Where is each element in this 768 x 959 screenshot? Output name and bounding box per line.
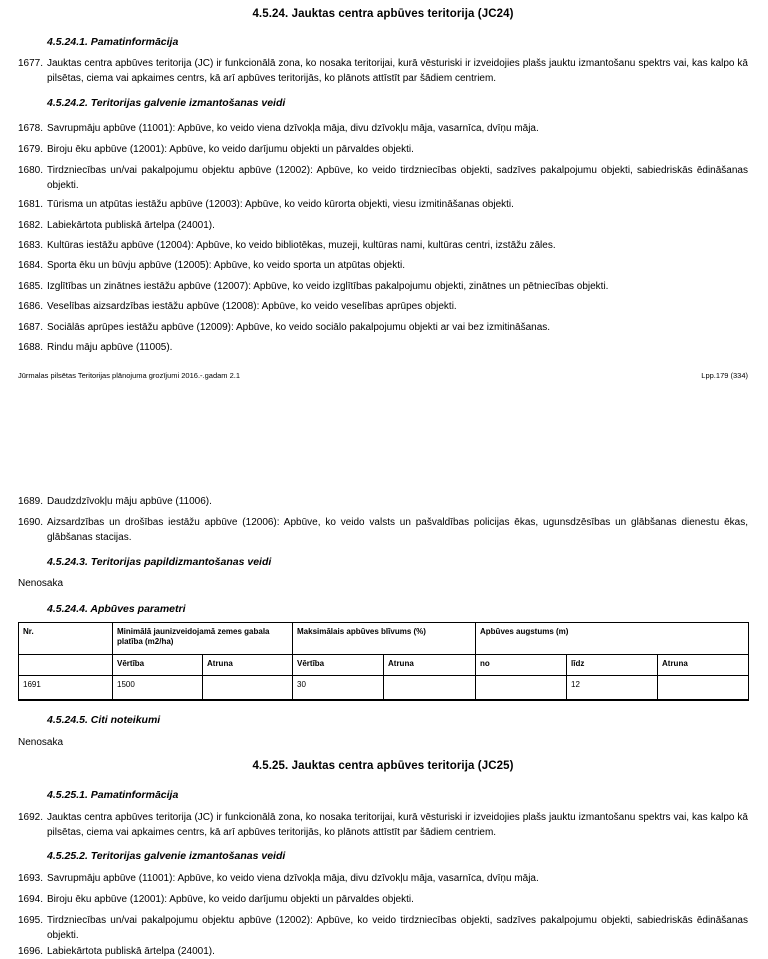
list-item-1678 — [18, 121, 748, 136]
item-text: Biroju ēku apbūve (12001): Apbūve, ko veido darījumu objekti un pārvaldes objekti. — [47, 894, 414, 905]
item-number: 1683. — [18, 240, 44, 251]
list-item-1694 — [18, 892, 748, 907]
list-item-1687 — [18, 320, 748, 335]
list-item-1685 — [18, 279, 748, 294]
list-item-1688 — [18, 340, 748, 355]
list-item-1689 — [18, 494, 748, 509]
item-number: 1696. — [18, 946, 44, 957]
item-number: 1695. — [18, 915, 44, 926]
item-number: 1690. — [18, 517, 44, 528]
item-text: Savrupmāju apbūve (11001): Apbūve, ko veido viena dzīvokļa māja, divu dzīvokļu māja, vasarnīca, dvīņu māja. — [47, 123, 539, 134]
list-item-1683 — [18, 238, 748, 253]
item-number: 1684. — [18, 260, 44, 271]
table-cell-max-vertiba: 30 — [293, 676, 384, 700]
paragraph-1677 — [18, 56, 748, 86]
section-title-jc24: 4.5.24. Jauktas centra apbūves teritorija (JC24) — [252, 8, 514, 20]
heading-jc24-papildizmantosana: 4.5.24.3. Teritorijas papildizmantošanas veidi — [47, 556, 272, 568]
list-item-1693 — [18, 871, 748, 886]
item-text: Labiekārtota publiskā ārtelpa (24001). — [47, 220, 215, 231]
table-subheader-atruna-2: Atruna — [384, 655, 476, 676]
list-item-1682 — [18, 218, 748, 233]
item-number: 1688. — [18, 342, 44, 353]
papildizmantosana-value: Nenosaka — [18, 578, 64, 589]
item-number: 1679. — [18, 144, 44, 155]
paragraph-1692 — [18, 810, 748, 840]
table-header-nr: Nr. — [19, 623, 113, 655]
table-subheader-vertiba-2: Vērtība — [293, 655, 384, 676]
table-row-1691 — [19, 676, 749, 700]
list-item-1681 — [18, 197, 748, 212]
item-number: 1689. — [18, 496, 44, 507]
page-footer — [18, 371, 748, 381]
list-item-1690 — [18, 515, 748, 545]
table-header-augstums: Apbūves augstums (m) — [476, 623, 749, 655]
parameters-table — [18, 622, 749, 701]
heading-jc24-pamatinformacija: 4.5.24.1. Pamatinformācija — [47, 36, 179, 48]
list-item-1696 — [18, 944, 748, 959]
heading-jc24-citi-noteikumi: 4.5.24.5. Citi noteikumi — [47, 714, 161, 726]
heading-jc25-galvenie-veidi: 4.5.25.2. Teritorijas galvenie izmantošanas veidi — [47, 850, 286, 862]
item-number: 1687. — [18, 322, 44, 333]
item-number: 1680. — [18, 165, 44, 176]
table-cell-min-atruna — [203, 676, 293, 700]
item-text: Kultūras iestāžu apbūve (12004): Apbūve, ko veido bibliotēkas, muzeji, kultūras nami, kultūras centri, izstāžu zāles. — [47, 240, 556, 251]
citi-noteikumi-value: Nenosaka — [18, 737, 64, 748]
table-cell-lidz: 12 — [567, 676, 658, 700]
table-cell-max-atruna — [384, 676, 476, 700]
item-text: Sociālās aprūpes iestāžu apbūve (12009): Apbūve, ko veido sociālo pakalpojumu objekti ar vai bez izmitināšanas. — [47, 322, 551, 333]
footer-page-number: Lpp.179 (334) — [701, 371, 748, 380]
list-item-1680 — [18, 163, 748, 193]
table-subheader-lidz: līdz — [567, 655, 658, 676]
item-number: 1685. — [18, 281, 44, 292]
section-title-jc25: 4.5.25. Jauktas centra apbūves teritorija (JC25) — [252, 760, 514, 772]
table-subheader-atruna-3: Atruna — [658, 655, 749, 676]
table-cell-no — [476, 676, 567, 700]
item-number: 1681. — [18, 199, 44, 210]
table-header-max-blivums: Maksimālais apbūves blīvums (%) — [293, 623, 476, 655]
item-number: 1677. — [18, 58, 44, 69]
item-number: 1692. — [18, 812, 44, 823]
list-item-1684 — [18, 258, 748, 273]
item-text: Savrupmāju apbūve (11001): Apbūve, ko veido viena dzīvokļa māja, divu dzīvokļu māja, vasarnīca, dvīņu māja. — [47, 873, 539, 884]
table-header-min-platiba: Minimālā jaunizveidojamā zemes gabala platība (m2/ha) — [113, 623, 293, 655]
table-subheader-atruna-1: Atruna — [203, 655, 293, 676]
item-number: 1682. — [18, 220, 44, 231]
item-text: Daudzdzīvokļu māju apbūve (11006). — [47, 496, 212, 507]
item-text: Labiekārtota publiskā ārtelpa (24001). — [47, 946, 215, 957]
footer-document-title: Jūrmalas pilsētas Teritorijas plānojuma grozījumi 2016.-.gadam 2.1 — [18, 371, 241, 380]
table-cell-nr: 1691 — [19, 676, 113, 700]
table-cell-atruna — [658, 676, 749, 700]
item-text: Tūrisma un atpūtas iestāžu apbūve (12003): Apbūve, ko veido kūrorta objekti, viesu izmitināšanas objekti. — [47, 199, 514, 210]
heading-jc24-galvenie-veidi: 4.5.24.2. Teritorijas galvenie izmantošanas veidi — [47, 97, 286, 109]
item-text: Biroju ēku apbūve (12001): Apbūve, ko veido darījumu objekti un pārvaldes objekti. — [47, 144, 414, 155]
item-text: Aizsardzības un drošības iestāžu apbūve (12006): Apbūve, ko veido valsts un pašvaldības policijas ēkas, ugunsdzēsības un glābšanas dienestu ēkas, glābšanas stacijas. — [47, 517, 748, 543]
list-item-1679 — [18, 142, 748, 157]
item-text: Veselības aizsardzības iestāžu apbūve (12008): Apbūve, ko veido veselības aprūpes objekti. — [47, 301, 457, 312]
item-number: 1694. — [18, 894, 44, 905]
item-text: Rindu māju apbūve (11005). — [47, 342, 173, 353]
item-number: 1678. — [18, 123, 44, 134]
table-subheader-empty — [19, 655, 113, 676]
heading-jc24-parametri: 4.5.24.4. Apbūves parametri — [47, 603, 186, 615]
list-item-1686 — [18, 299, 748, 314]
item-text: Tirdzniecības un/vai pakalpojumu objektu apbūve (12002): Apbūve, ko veido tirdzniecības objekti, sadzīves pakalpojumu objekti, sabiedriskās ēdināšanas objekti. — [47, 165, 748, 191]
item-number: 1686. — [18, 301, 44, 312]
heading-jc25-pamatinformacija: 4.5.25.1. Pamatinformācija — [47, 789, 179, 801]
item-text: Tirdzniecības un/vai pakalpojumu objektu apbūve (12002): Apbūve, ko veido tirdzniecības objekti, sadzīves pakalpojumu objekti, sabiedriskās ēdināšanas objekti. — [47, 915, 748, 941]
parameters-table-wrapper — [18, 622, 748, 701]
item-text: Izglītības un zinātnes iestāžu apbūve (12007): Apbūve, ko veido izglītības pakalpojumu objekti, zinātnes un pētniecības objekti. — [47, 281, 609, 292]
list-item-1695 — [18, 913, 748, 943]
table-subheader-no: no — [476, 655, 567, 676]
table-subheader-vertiba-1: Vērtība — [113, 655, 203, 676]
item-number: 1693. — [18, 873, 44, 884]
item-text: Jauktas centra apbūves teritorija (JC) ir funkcionālā zona, ko nosaka teritorijai, kurā vēsturiski ir izveidojies plašs jauktu izmantošanu spektrs vai, kas kalpo kā pilsētas, ciema vai apkaimes centrs, kā arī apbūves teritorijās, ko plānots attīstīt par šādiem centriem. — [47, 812, 748, 838]
item-text: Jauktas centra apbūves teritorija (JC) ir funkcionālā zona, ko nosaka teritorijai, kurā vēsturiski ir izveidojies plašs jauktu izmantošanu spektrs vai, kas kalpo kā pilsētas, ciema vai apkaimes centrs, kā arī apbūves teritorijās, ko plānots attīstīt par šādiem centriem. — [47, 58, 748, 84]
table-cell-min-vertiba: 1500 — [113, 676, 203, 700]
item-text: Sporta ēku un būvju apbūve (12005): Apbūve, ko veido sporta un atpūtas objekti. — [47, 260, 406, 271]
